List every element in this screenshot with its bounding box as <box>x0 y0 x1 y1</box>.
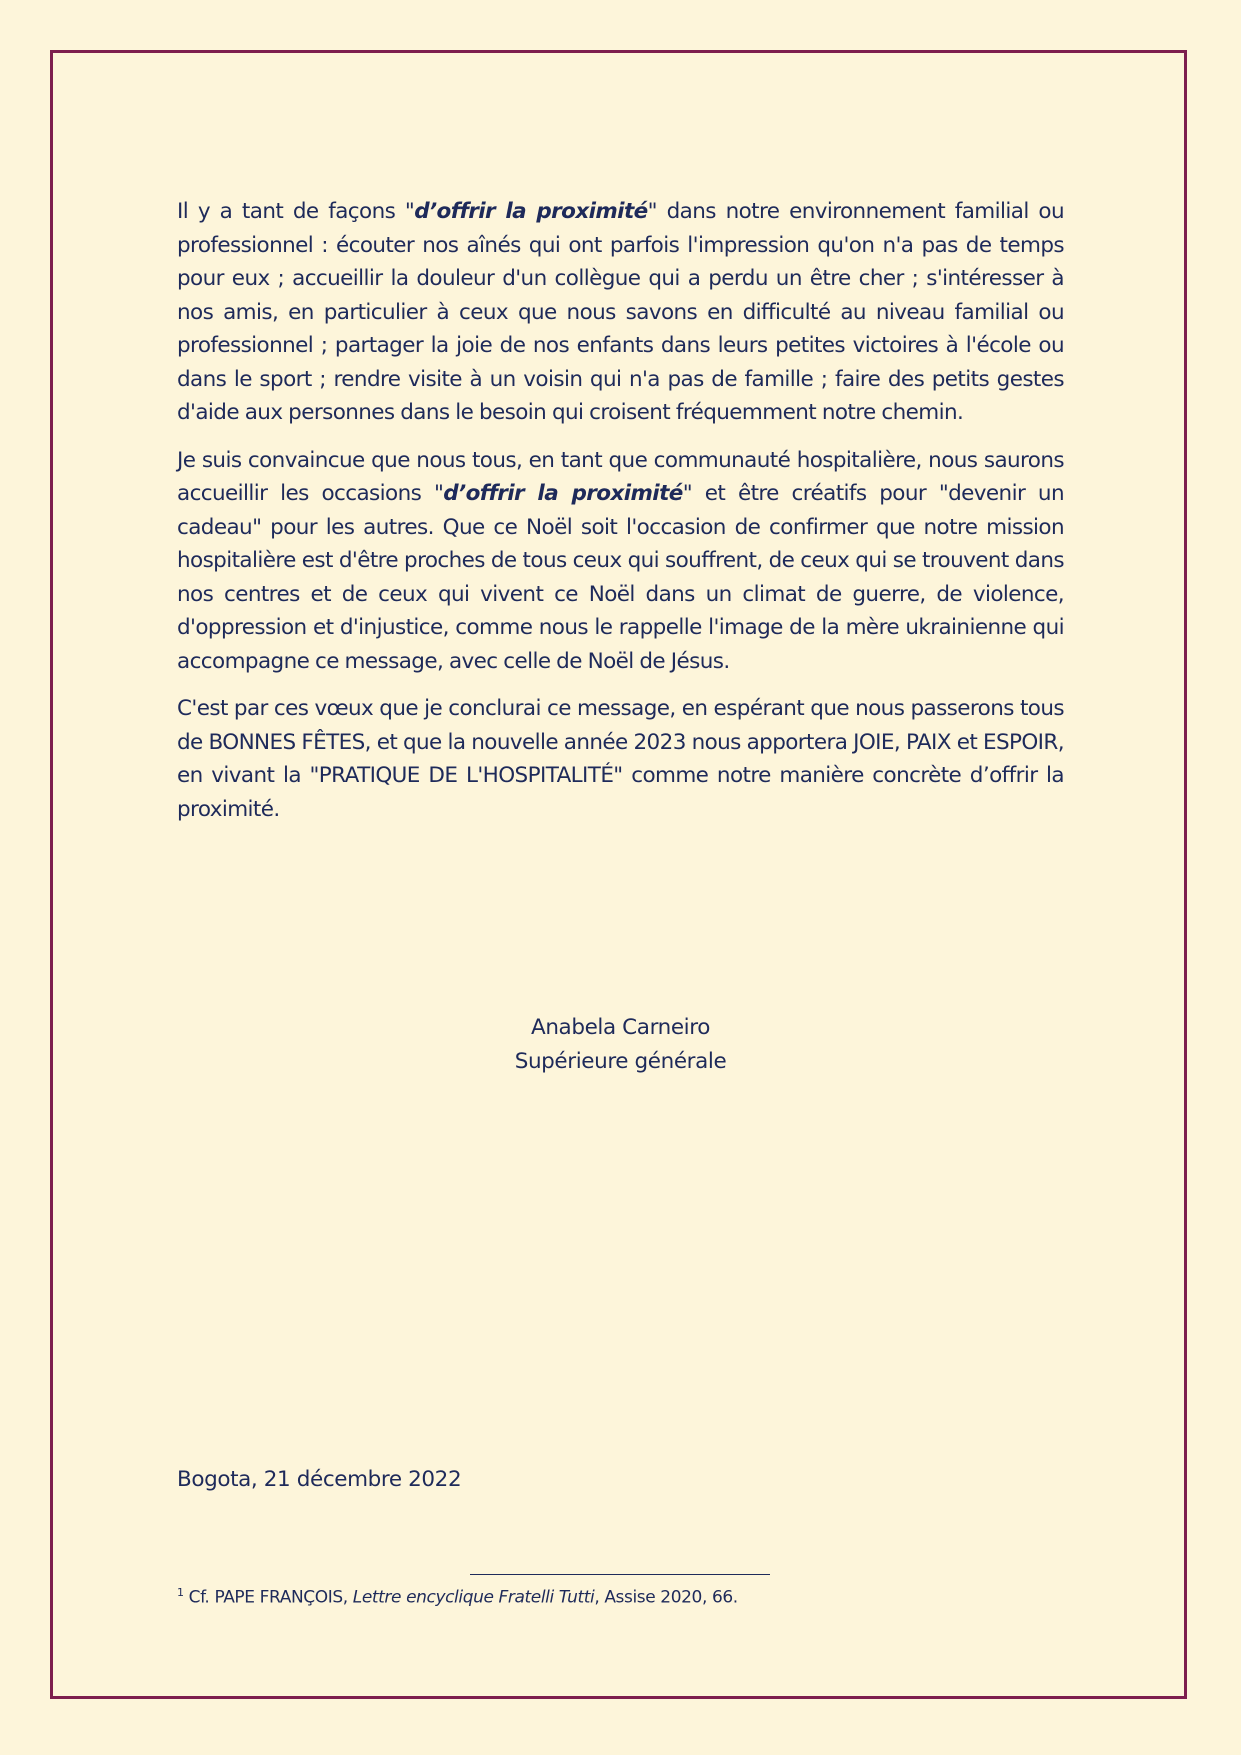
signature-name: Anabela Carneiro <box>531 1015 710 1040</box>
paragraph-3 <box>177 692 1064 826</box>
paragraph-3-text: C'est par ces vœux que je conclurai ce message, en espérant que nous passerons tous de BONNES FÊTES, et que la nouvelle année 2023 nous apportera JOIE, PAIX et ESPOIR, en vivant la "PRATIQUE DE L'HOSPITALITÉ" comme notre manière concrète d’offrir la proximité. <box>177 696 1064 822</box>
paragraph-2 <box>177 444 1064 679</box>
footnote-prefix: Cf. PAPE FRANÇOIS, <box>183 1587 353 1608</box>
paragraph-2-text-a: Je suis convaincue que nous tous, en tant que communauté hospitalière, nous saurons accueillir les occasions " <box>177 447 1064 506</box>
paragraph-1-text-a: Il y a tant de façons " <box>177 199 415 224</box>
paragraph-1-italic: d’offrir la proximité <box>414 199 648 224</box>
paragraph-1 <box>177 195 1064 430</box>
letter-date: Bogota, 21 décembre 2022 <box>177 1467 462 1492</box>
paragraph-1-text-b: " dans notre environnement familial ou professionnel : écouter nos aînés qui ont parfois l'impression qu'on n'a pas de temps pour eux ; accueillir la douleur d'un collègue qui a perdu un être cher ; s'intéresser à nos amis, en particulier à ceux que nous savons en difficulté au niveau familial ou professionnel ; partager la joie de nos enfants dans leurs petites victoires à l'école ou dans le sport ; rendre visite à un voisin qui n'a pas de famille ; faire des petits gestes d'aide aux personnes dans le besoin qui croisent fréquemment notre chemin. <box>177 199 1064 425</box>
paragraph-2-italic: d’offrir la proximité <box>443 481 683 506</box>
paragraph-2-text-b: " et être créatifs pour "devenir un cadeau" pour les autres. Que ce Noël soit l'occasion de confirmer que notre mission hospitalière est d'être proches de tous ceux qui souffrent, de ceux qui se trouvent dans nos centres et de ceux qui vivent ce Noël dans un climat de guerre, de violence, d'oppression et d'injustice, comme nous le rappelle l'image de la mère ukrainienne qui accompagne ce message, avec celle de Noël de Jésus. <box>177 481 1064 674</box>
letter-body <box>177 195 1064 840</box>
footnote <box>177 1586 738 1608</box>
signature-block <box>177 1011 1064 1079</box>
signature-title: Supérieure générale <box>514 1049 727 1074</box>
footnote-italic-title: Lettre encyclique Fratelli Tutti <box>352 1587 595 1608</box>
footnote-divider <box>470 1574 770 1575</box>
footnote-suffix: , Assise 2020, 66. <box>594 1587 738 1608</box>
footnote-marker: 1 <box>177 1586 184 1599</box>
